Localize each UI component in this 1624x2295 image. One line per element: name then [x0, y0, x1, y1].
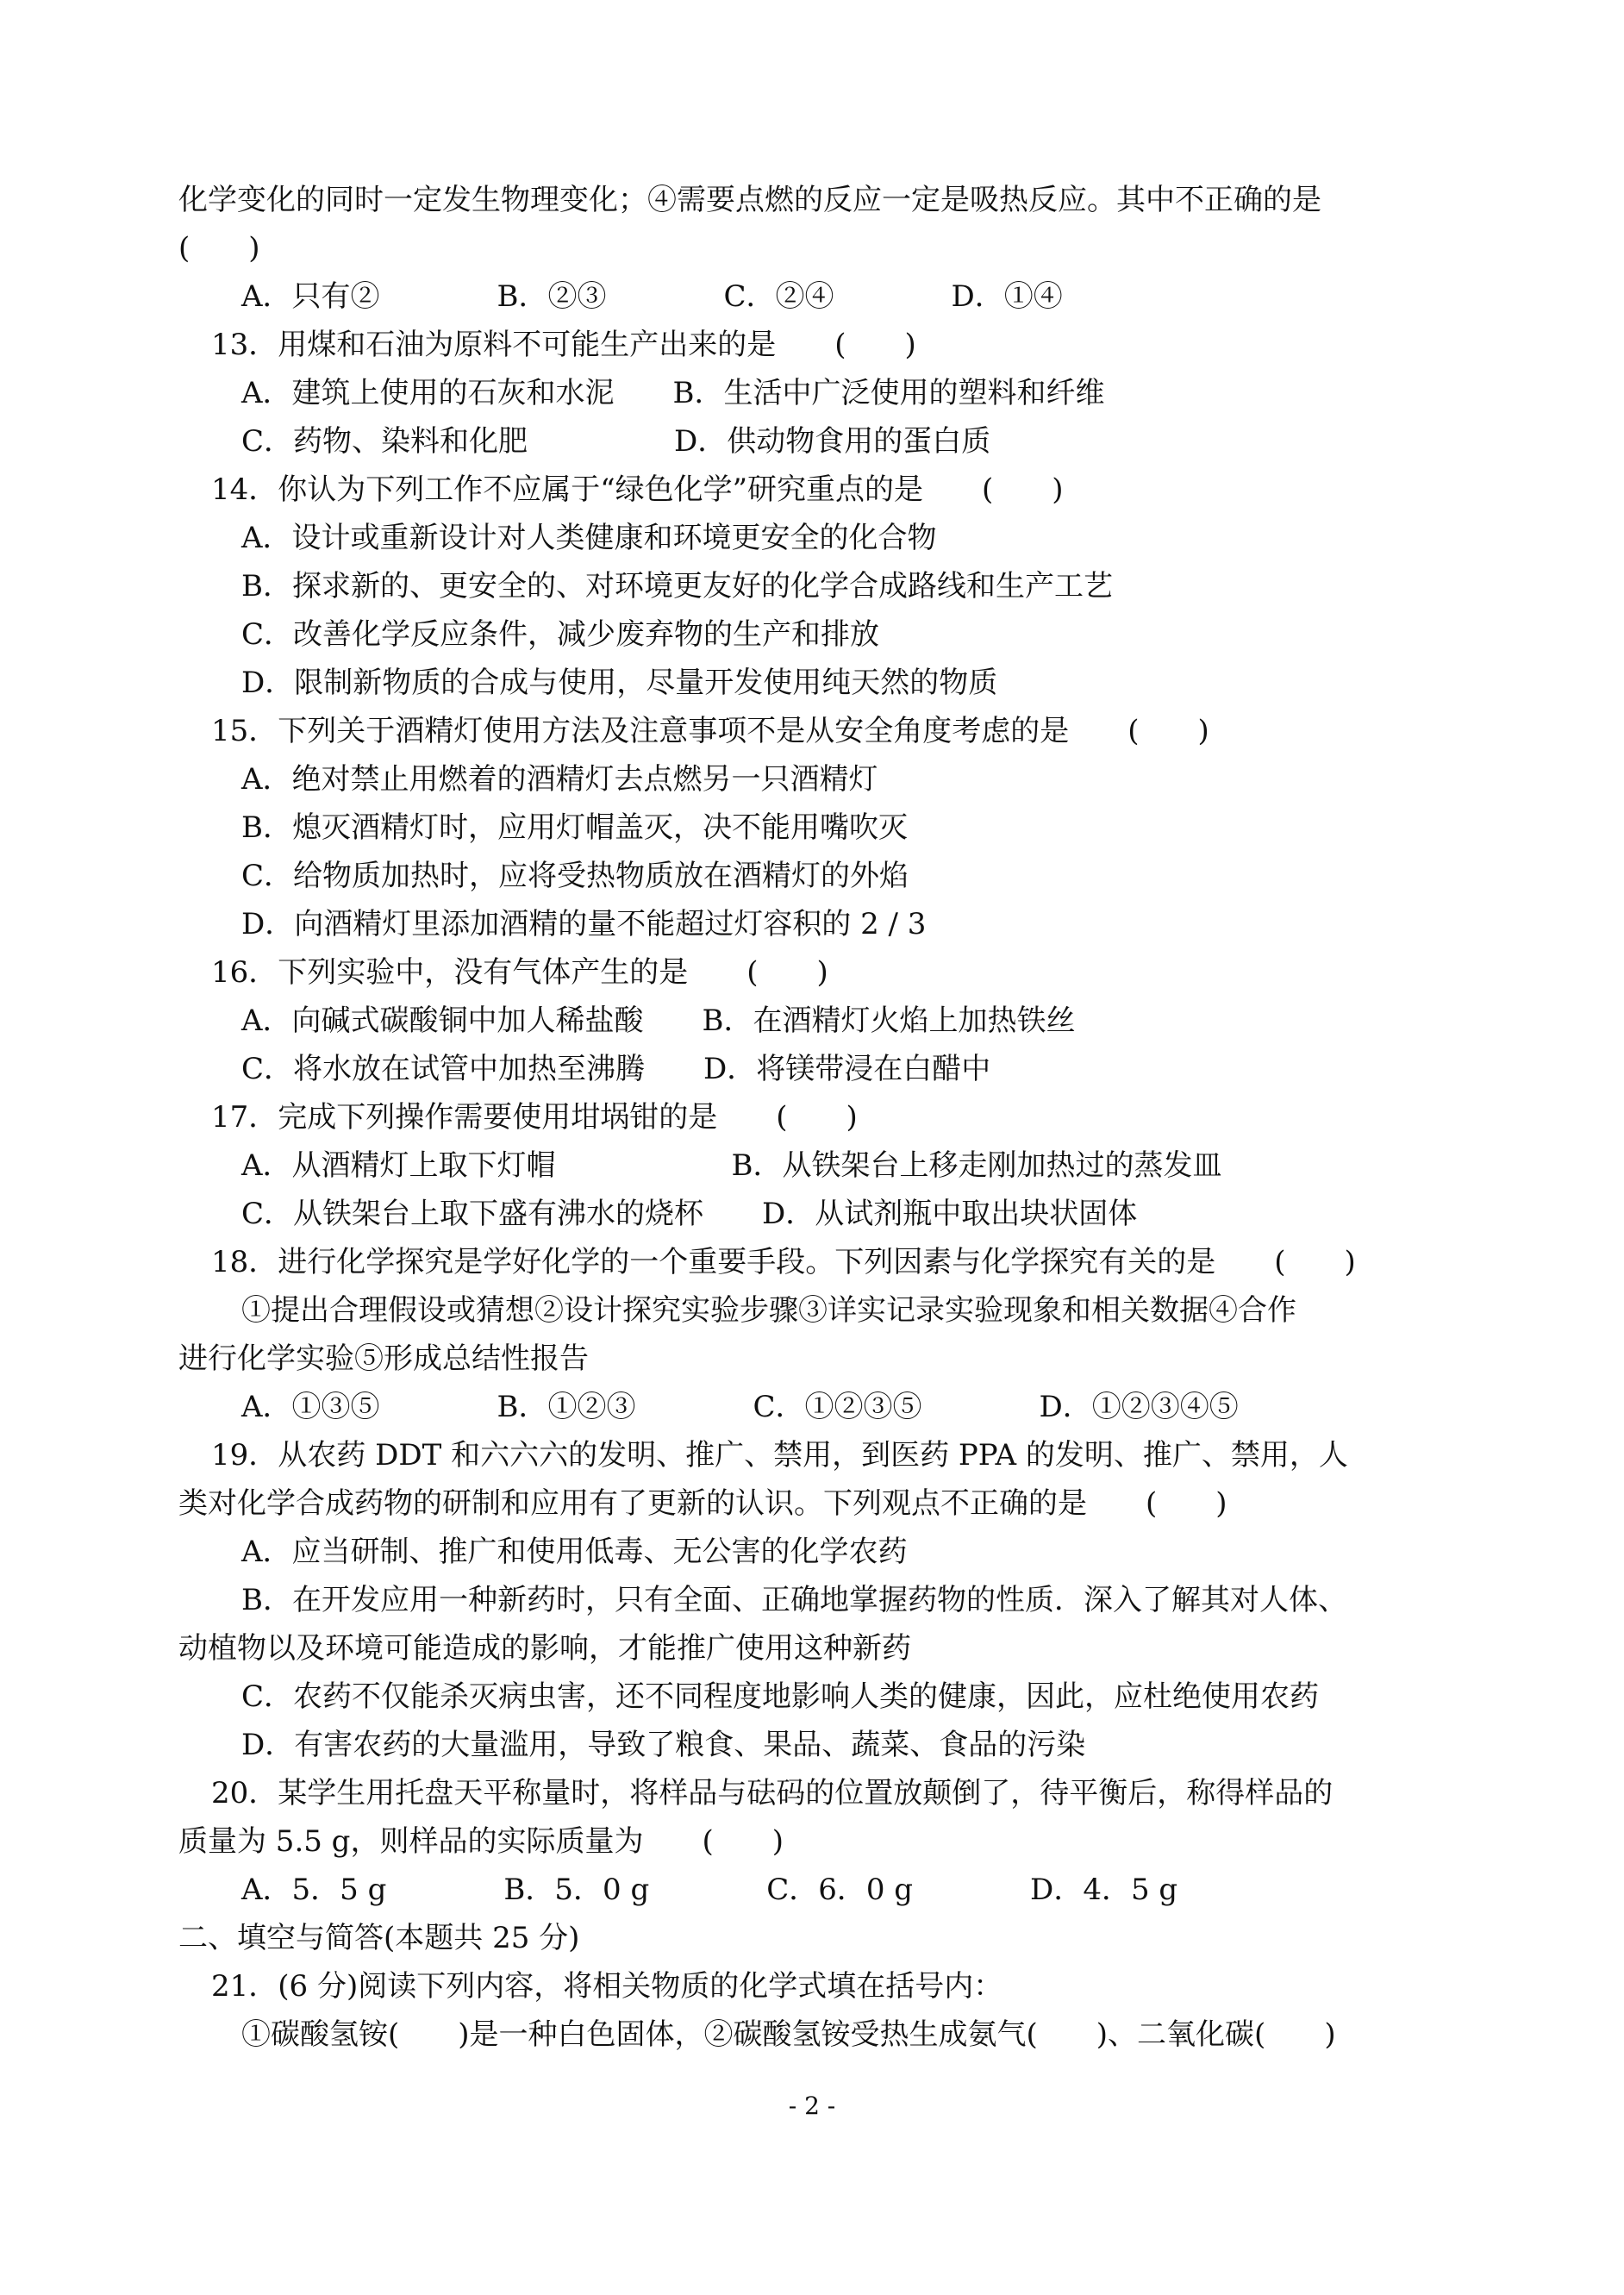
text-line: 类对化学合成药物的研制和应用有了更新的认识。下列观点不正确的是 ( ) — [178, 1486, 1227, 1521]
text-line: 21．(6 分)阅读下列内容，将相关物质的化学式填在括号内： — [211, 1969, 1003, 2004]
text-line: A．从酒精灯上取下灯帽 B．从铁架台上移走刚加热过的蒸发皿 — [241, 1148, 1222, 1183]
text-line: 15．下列关于酒精灯使用方法及注意事项不是从安全角度考虑的是 ( ) — [211, 714, 1209, 748]
text-line: C．给物质加热时，应将受热物质放在酒精灯的外焰 — [241, 859, 909, 893]
text-line: A．5．5 g B．5．0 g C．6．0 g D．4．5 g — [241, 1873, 1178, 1907]
text-line: 进行化学实验⑤形成总结性报告 — [178, 1341, 589, 1376]
text-line: 13．用煤和石油为原料不可能生产出来的是 ( ) — [211, 328, 916, 362]
text-line: A．建筑上使用的石灰和水泥 B．生活中广泛使用的塑料和纤维 — [241, 376, 1105, 410]
text-line: A．①③⑤ B．①②③ C．①②③⑤ D．①②③④⑤ — [241, 1390, 1239, 1424]
text-line: A．设计或重新设计对人类健康和环境更安全的化合物 — [241, 521, 937, 555]
text-line: 18．进行化学探究是学好化学的一个重要手段。下列因素与化学探究有关的是 ( ) — [211, 1245, 1356, 1279]
text-line: ( ) — [178, 231, 260, 266]
text-line: 20．某学生用托盘天平称量时，将样品与砝码的位置放颠倒了，待平衡后，称得样品的 — [211, 1776, 1334, 1810]
text-line: 质量为 5.5 g，则样品的实际质量为 ( ) — [178, 1824, 784, 1859]
page-number: - 2 - — [788, 2092, 836, 2120]
text-line: C．药物、染料和化肥 D．供动物食用的蛋白质 — [241, 424, 991, 459]
text-line: A．向碱式碳酸铜中加人稀盐酸 B．在酒精灯火焰上加热铁丝 — [241, 1004, 1076, 1038]
text-line: 14．你认为下列工作不应属于“绿色化学”研究重点的是 ( ) — [211, 472, 1064, 507]
text-line: B．熄灭酒精灯时，应用灯帽盖灭，决不能用嘴吹灭 — [241, 810, 908, 845]
text-line: 动植物以及环境可能造成的影响，才能推广使用这种新药 — [178, 1631, 911, 1666]
text-line: C．改善化学反应条件，减少废弃物的生产和排放 — [241, 617, 880, 652]
text-line: C．农药不仅能杀灭病虫害，还不同程度地影响人类的健康，因此，应杜绝使用农药 — [241, 1679, 1320, 1714]
section-heading: 二、填空与简答(本题共 25 分) — [178, 1921, 580, 1955]
text-line: A．应当研制、推广和使用低毒、无公害的化学农药 — [241, 1535, 908, 1569]
text-line: C．从铁架台上取下盛有沸水的烧杯 D．从试剂瓶中取出块状固体 — [241, 1197, 1138, 1231]
text-line: 化学变化的同时一定发生物理变化；④需要点燃的反应一定是吸热反应。其中不正确的是 — [178, 183, 1321, 217]
text-line: ①提出合理假设或猜想②设计探究实验步骤③详实记录实验现象和相关数据④合作 — [241, 1293, 1296, 1328]
text-line: D．有害农药的大量滥用，导致了粮食、果品、蔬菜、食品的污染 — [241, 1728, 1086, 1762]
text-line: ①碳酸氢铵( )是一种白色固体，②碳酸氢铵受热生成氨气( )、二氧化碳( ) — [241, 2017, 1336, 2052]
text-line: 17．完成下列操作需要使用坩埚钳的是 ( ) — [211, 1100, 858, 1135]
text-line: D．限制新物质的合成与使用，尽量开发使用纯天然的物质 — [241, 666, 998, 700]
text-line: D．向酒精灯里添加酒精的量不能超过灯容积的 2 / 3 — [241, 907, 927, 941]
text-line: B．探求新的、更安全的、对环境更友好的化学合成路线和生产工艺 — [241, 569, 1113, 603]
text-line: B．在开发应用一种新药时，只有全面、正确地掌握药物的性质．深入了解其对人体、 — [241, 1583, 1347, 1617]
text-line: A．绝对禁止用燃着的酒精灯去点燃另一只酒精灯 — [241, 762, 878, 797]
text-line: A．只有② B．②③ C．②④ D．①④ — [241, 279, 1063, 314]
text-line: 19．从农药 DDT 和六六六的发明、推广、禁用，到医药 PPA 的发明、推广、禁用，人 — [211, 1438, 1348, 1473]
text-line: 16．下列实验中，没有气体产生的是 ( ) — [211, 955, 828, 990]
text-line: C．将水放在试管中加热至沸腾 D．将镁带浸在白醋中 — [241, 1052, 991, 1086]
